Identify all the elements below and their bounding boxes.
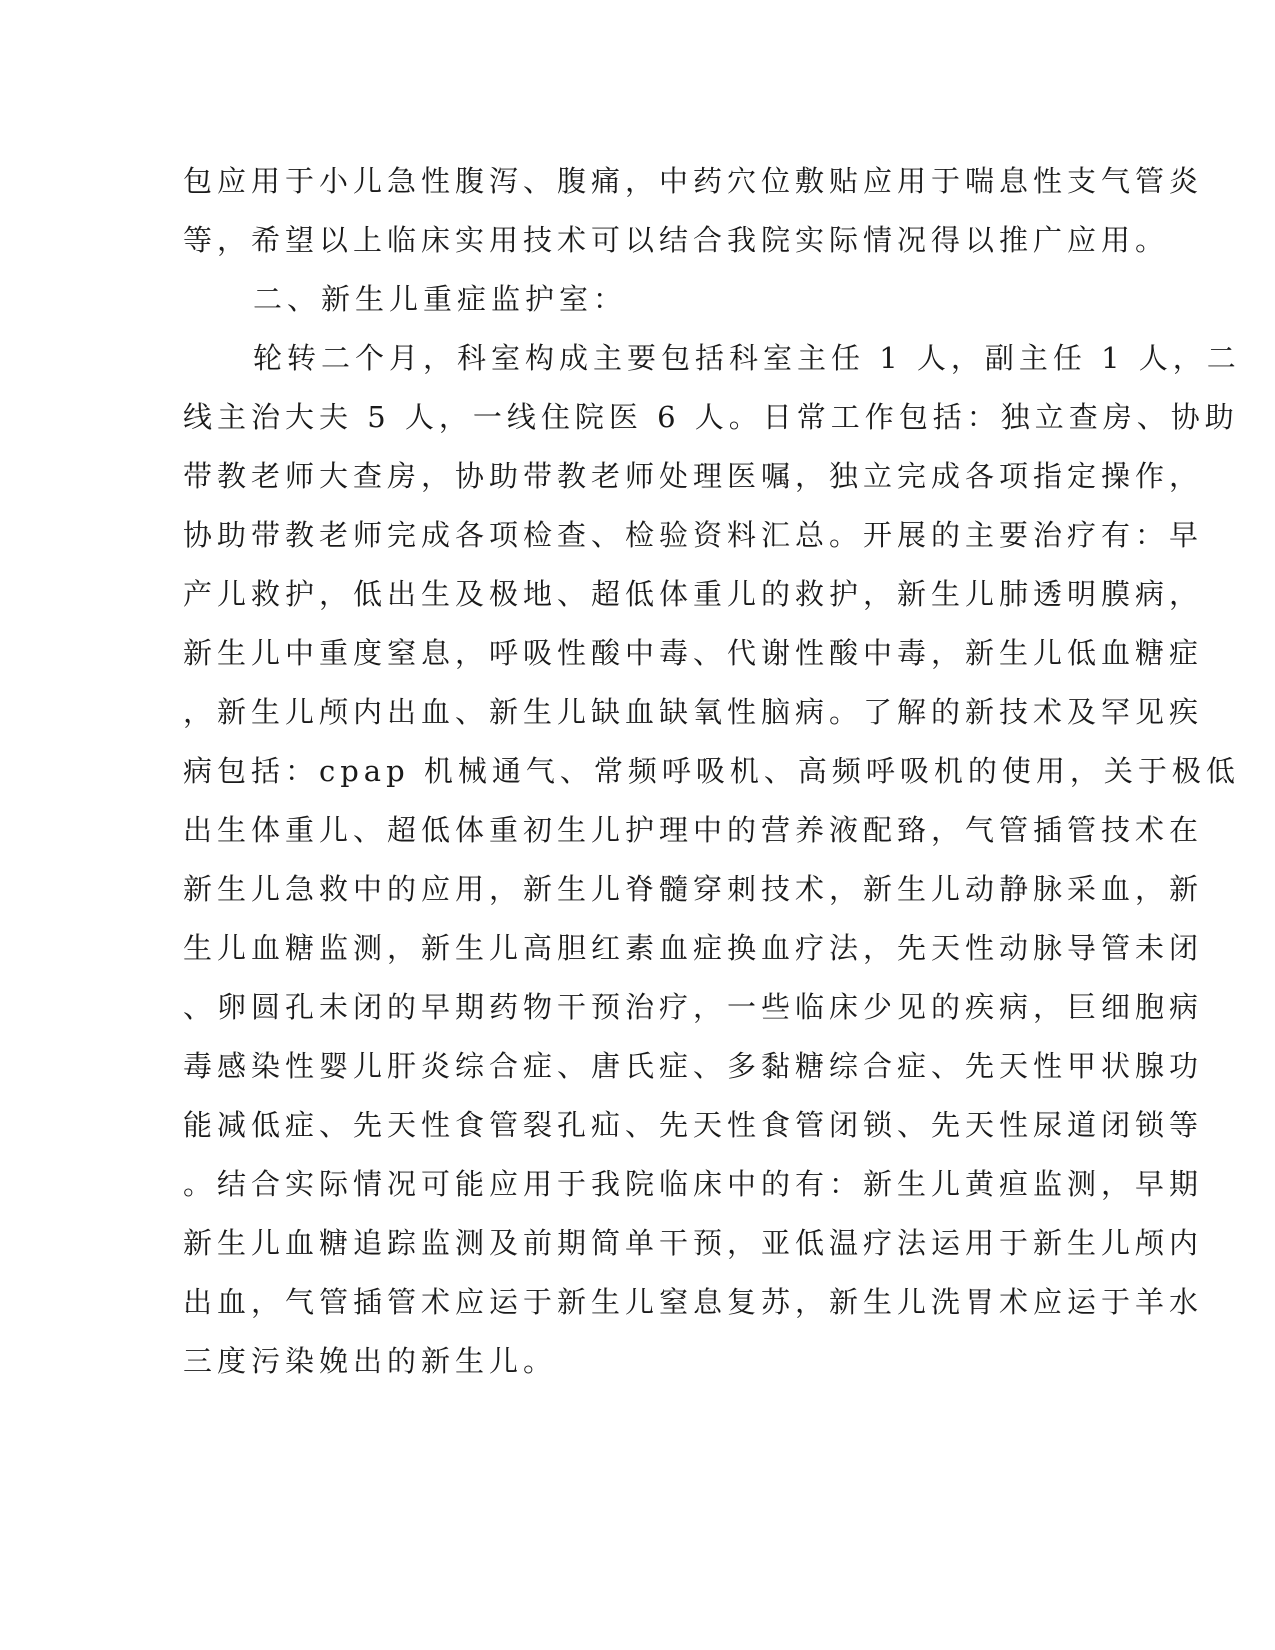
text-line: 产儿救护，低出生及极地、超低体重儿的救护，新生儿肺透明膜病， <box>183 577 1204 611</box>
text-line: 毒感染性婴儿肝炎综合症、唐氏症、多黏糖综合症、先天性甲状腺功 <box>183 1049 1204 1083</box>
text-line: 、卵圆孔未闭的早期药物干预治疗，一些临床少见的疾病，巨细胞病 <box>183 990 1204 1024</box>
text-line: 出血，气管插管术应运于新生儿窒息复苏，新生儿洗胃术应运于羊水 <box>183 1285 1204 1319</box>
text-line: 病包括：cpap 机械通气、常频呼吸机、高频呼吸机的使用，关于极低 <box>183 754 1240 788</box>
paragraph-first-line: 轮转二个月，科室构成主要包括科室主任 1 人，副主任 1 人，二 <box>253 341 1241 375</box>
text-line: 出生体重儿、超低体重初生儿护理中的营养液配臵，气管插管技术在 <box>183 813 1204 847</box>
section-heading: 二、新生儿重症监护室： <box>253 282 628 316</box>
text-line: 新生儿急救中的应用，新生儿脊髓穿刺技术，新生儿动静脉采血，新 <box>183 872 1204 906</box>
text-line: 生儿血糖监测，新生儿高胆红素血症换血疗法，先天性动脉导管未闭 <box>183 931 1204 965</box>
text-line: 包应用于小儿急性腹泻、腹痛，中药穴位敷贴应用于喘息性支气管炎 <box>183 164 1204 198</box>
text-line: 新生儿中重度窒息，呼吸性酸中毒、代谢性酸中毒，新生儿低血糖症 <box>183 636 1204 670</box>
text-line: 等，希望以上临床实用技术可以结合我院实际情况得以推广应用。 <box>183 223 1170 257</box>
text-line: 带教老师大查房，协助带教老师处理医嘱，独立完成各项指定操作， <box>183 459 1204 493</box>
text-line: 线主治大夫 5 人，一线住院医 6 人。日常工作包括：独立查房、协助 <box>183 400 1239 434</box>
text-line: 新生儿血糖追踪监测及前期简单干预，亚低温疗法运用于新生儿颅内 <box>183 1226 1204 1260</box>
text-line: 三度污染娩出的新生儿。 <box>183 1344 558 1378</box>
text-line: 协助带教老师完成各项检查、检验资料汇总。开展的主要治疗有：早 <box>183 518 1204 552</box>
text-line: 能减低症、先天性食管裂孔疝、先天性食管闭锁、先天性尿道闭锁等 <box>183 1108 1204 1142</box>
text-line: ，新生儿颅内出血、新生儿缺血缺氧性脑病。了解的新技术及罕见疾 <box>183 695 1204 729</box>
text-line: 。结合实际情况可能应用于我院临床中的有：新生儿黄疸监测，早期 <box>183 1167 1204 1201</box>
